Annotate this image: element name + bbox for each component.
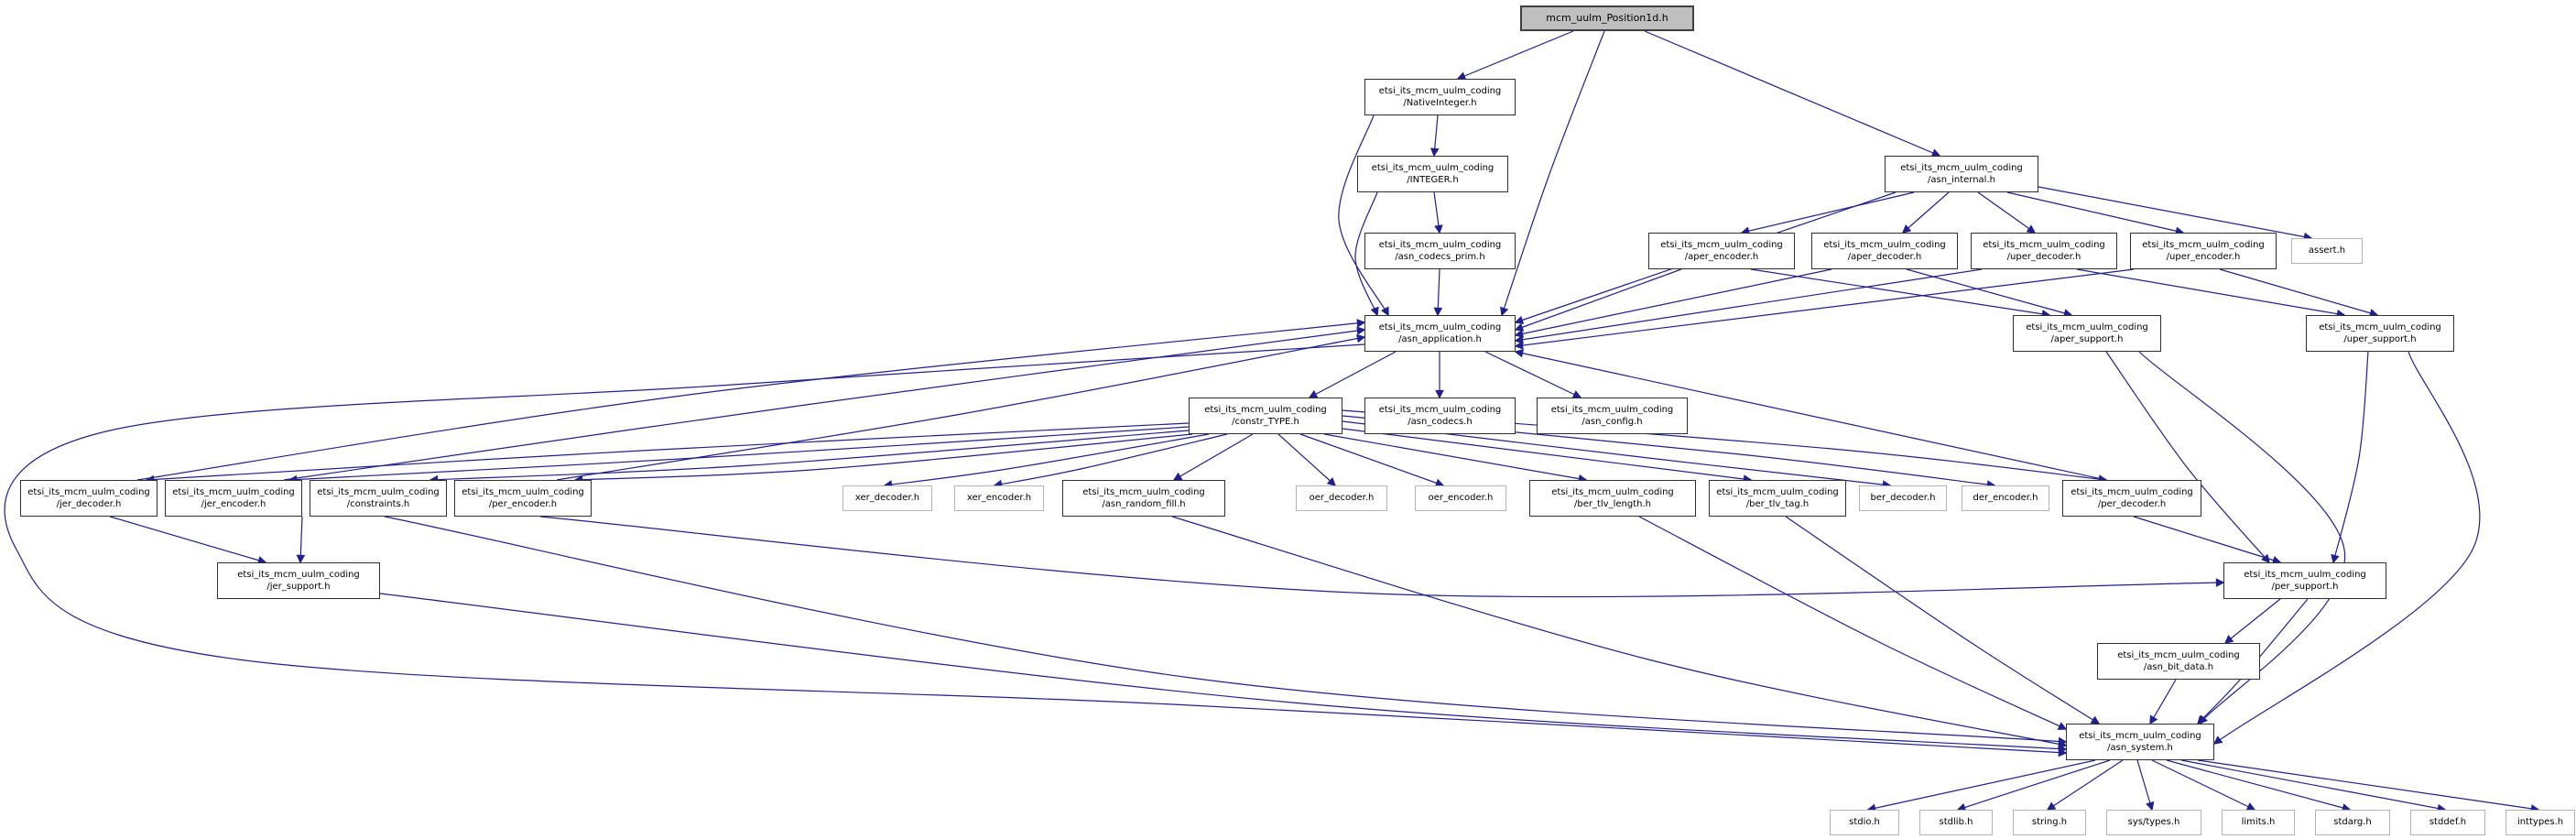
graph-node-ber_decoder xyxy=(1859,485,1947,511)
edge-aper_decoder-to-aper_support xyxy=(1907,269,2071,315)
graph-node-label: etsi_its_mcm_uulm_coding xyxy=(1716,486,1839,497)
graph-node-ber_tlv_length[interactable] xyxy=(1529,480,1696,517)
graph-node-label: /aper_support.h xyxy=(2050,334,2124,344)
graph-node-codecs_prim[interactable] xyxy=(1364,233,1516,269)
graph-node-label: etsi_its_mcm_uulm_coding xyxy=(172,486,295,497)
edge-integer-to-codecs_prim xyxy=(1434,192,1440,233)
graph-node-label: etsi_its_mcm_uulm_coding xyxy=(2026,321,2148,332)
edge-per_support-to-asn_bit_data xyxy=(2225,599,2280,643)
graph-node-label: etsi_its_mcm_uulm_coding xyxy=(1900,162,2023,173)
graph-node-aper_support[interactable] xyxy=(2013,315,2161,352)
graph-node-label: stdarg.h xyxy=(2333,817,2372,828)
graph-node-label: /asn_codecs.h xyxy=(1408,417,1473,427)
edge-constr_type-to-constraints xyxy=(430,430,1189,480)
graph-node-label: etsi_its_mcm_uulm_coding xyxy=(1378,404,1502,415)
edge-jer_decoder-to-asn_application xyxy=(137,322,1364,480)
graph-node-label: /asn_random_fill.h xyxy=(1102,499,1186,509)
graph-node-label: sys/types.h xyxy=(2127,817,2180,828)
graph-node-xer_encoder xyxy=(954,485,1044,511)
graph-node-label: xer_decoder.h xyxy=(854,493,920,504)
graph-node-label: /aper_encoder.h xyxy=(1684,252,1759,262)
edge-constr_type-to-oer_decoder xyxy=(1278,434,1335,485)
edge-asn_system-to-inttypes xyxy=(2198,760,2538,810)
graph-node-xer_decoder xyxy=(842,485,932,511)
graph-node-label: /jer_encoder.h xyxy=(201,499,266,509)
graph-node-sys_types xyxy=(2106,810,2201,835)
graph-node-oer_decoder xyxy=(1296,485,1387,511)
edge-aper_support-to-per_support xyxy=(2106,352,2269,562)
graph-node-string xyxy=(2013,810,2086,835)
edge-uper_decoder-to-asn_application xyxy=(1516,269,1982,341)
graph-node-label: /ber_tlv_length.h xyxy=(1574,499,1651,509)
graph-node-oer_encoder xyxy=(1415,485,1506,511)
graph-node-stdarg xyxy=(2315,810,2390,835)
graph-node-label: assert.h xyxy=(2308,245,2346,256)
graph-node-label: etsi_its_mcm_uulm_coding xyxy=(1371,162,1495,173)
edge-aper_encoder-to-asn_application xyxy=(1516,269,1681,330)
graph-node-label: etsi_its_mcm_uulm_coding xyxy=(2319,321,2441,332)
graph-node-label: etsi_its_mcm_uulm_coding xyxy=(2142,239,2265,250)
graph-node-label: /asn_codecs_prim.h xyxy=(1395,252,1485,262)
graph-node-ber_tlv_tag[interactable] xyxy=(1709,480,1846,517)
graph-node-label: oer_decoder.h xyxy=(1309,493,1375,504)
edge-ber_tlv_length-to-asn_system xyxy=(1639,517,2066,729)
graph-node-label: etsi_its_mcm_uulm_coding xyxy=(1082,486,1205,497)
graph-node-label: /uper_decoder.h xyxy=(2006,252,2081,262)
graph-node-label: /aper_decoder.h xyxy=(1847,252,1922,262)
graph-node-label: /per_decoder.h xyxy=(2097,499,2167,509)
edge-asn_system-to-limits xyxy=(2152,760,2255,810)
graph-node-label: der_encoder.h xyxy=(1973,493,2038,504)
edge-per_encoder-to-per_support xyxy=(540,517,2223,597)
graph-node-label: inttypes.h xyxy=(2516,817,2564,828)
graph-node-aper_decoder[interactable] xyxy=(1811,233,1958,269)
graph-node-label: etsi_its_mcm_uulm_coding xyxy=(2071,486,2193,497)
graph-node-inttypes xyxy=(2505,810,2575,835)
graph-node-label: /ber_tlv_tag.h xyxy=(1745,499,1810,509)
graph-node-label: ber_decoder.h xyxy=(1870,493,1936,504)
edge-asn_system-to-stdarg xyxy=(2167,760,2350,810)
graph-node-label: etsi_its_mcm_uulm_coding xyxy=(1551,486,1674,497)
graph-node-label: etsi_its_mcm_uulm_coding xyxy=(2079,730,2201,741)
graph-node-label: /jer_decoder.h xyxy=(56,499,122,509)
edge-constr_type-to-asn_random_fill xyxy=(1174,434,1253,480)
edge-jer_encoder-to-jer_support xyxy=(300,517,302,562)
graph-node-label: xer_encoder.h xyxy=(966,493,1032,504)
graph-node-label: /asn_internal.h xyxy=(1928,175,1995,185)
edge-constr_type-to-per_encoder xyxy=(575,434,1192,480)
edge-asn_system-to-stddef xyxy=(2181,760,2445,810)
graph-node-label: /uper_encoder.h xyxy=(2166,252,2241,262)
graph-node-per_support[interactable] xyxy=(2223,562,2386,599)
graph-node-assert_h xyxy=(2291,238,2363,264)
graph-node-label: etsi_its_mcm_uulm_coding xyxy=(1660,239,1783,250)
edge-pos1d-to-asn_application xyxy=(1502,31,1604,315)
edge-pos1d-to-asn_internal xyxy=(1645,31,1940,156)
graph-node-label: oer_encoder.h xyxy=(1428,493,1494,504)
edge-uper_decoder-to-uper_support xyxy=(2077,269,2344,315)
graph-node-asn_internal[interactable] xyxy=(1885,156,2038,192)
graph-node-label: /constraints.h xyxy=(346,499,410,509)
graph-node-nativeinteger[interactable] xyxy=(1364,79,1516,115)
edge-per_decoder-to-per_support xyxy=(2134,517,2280,562)
graph-node-label: etsi_its_mcm_uulm_coding xyxy=(27,486,150,497)
graph-node-label: etsi_its_mcm_uulm_coding xyxy=(317,486,440,497)
graph-node-label: etsi_its_mcm_uulm_coding xyxy=(1378,321,1502,332)
graph-node-jer_support[interactable] xyxy=(217,562,380,599)
edge-codecs_prim-to-asn_application xyxy=(1438,269,1440,315)
graph-node-stdlib xyxy=(1919,810,1993,835)
edge-asn_internal-to-uper_decoder xyxy=(1978,192,2035,233)
graph-node-uper_support[interactable] xyxy=(2306,315,2454,352)
edge-asn_internal-to-aper_encoder xyxy=(1742,192,1914,233)
edge-asn_bit_data-to-asn_system xyxy=(2150,680,2176,724)
graph-node-label: etsi_its_mcm_uulm_coding xyxy=(2117,649,2240,660)
graph-node-label: /NativeInteger.h xyxy=(1403,98,1477,108)
edge-asn_internal-to-aper_decoder xyxy=(1903,192,1949,233)
edge-uper_support-to-asn_system xyxy=(2214,352,2480,744)
graph-node-aper_encoder[interactable] xyxy=(1648,233,1795,269)
graph-node-label: /per_encoder.h xyxy=(488,499,558,509)
graph-node-label: etsi_its_mcm_uulm_coding xyxy=(462,486,584,497)
graph-node-label: stdlib.h xyxy=(1939,817,1973,828)
graph-node-jer_encoder[interactable] xyxy=(165,480,302,517)
graph-node-label: /per_support.h xyxy=(2271,582,2339,592)
graph-node-constraints[interactable] xyxy=(310,480,447,517)
graph-node-der_encoder xyxy=(1962,485,2049,511)
graph-node-per_encoder[interactable] xyxy=(454,480,592,517)
edge-asn_system-to-sys_types xyxy=(2137,760,2152,810)
graph-node-constr_type[interactable] xyxy=(1189,398,1342,434)
edge-nativeinteger-to-integer xyxy=(1434,115,1438,156)
edge-constr_type-to-ber_tlv_tag xyxy=(1342,429,1751,480)
edge-uper_support-to-per_support xyxy=(2333,352,2368,562)
graph-node-uper_decoder[interactable] xyxy=(1971,233,2117,269)
edge-asn_application-to-constr_type xyxy=(1310,352,1396,398)
graph-node-label: /jer_support.h xyxy=(266,582,331,592)
graph-node-label: mcm_uulm_Position1d.h xyxy=(1546,11,1668,24)
graph-node-per_decoder[interactable] xyxy=(2062,480,2201,517)
edge-nativeinteger-to-asn_application xyxy=(1339,115,1388,315)
graph-node-label: /asn_config.h xyxy=(1581,417,1643,427)
graph-node-integer[interactable] xyxy=(1357,156,1508,192)
graph-node-label: limits.h xyxy=(2241,817,2276,828)
graph-node-stddef xyxy=(2410,810,2485,835)
edge-asn_application-to-asn_config xyxy=(1485,352,1581,398)
graph-node-label: etsi_its_mcm_uulm_coding xyxy=(1983,239,2105,250)
graph-node-asn_system[interactable] xyxy=(2066,724,2214,760)
edge-constr_type-to-jer_decoder xyxy=(147,423,1189,480)
graph-node-label: /asn_bit_data.h xyxy=(2143,662,2214,672)
edge-ber_tlv_tag-to-asn_system xyxy=(1786,517,2099,724)
graph-node-limits xyxy=(2222,810,2295,835)
graph-node-label: etsi_its_mcm_uulm_coding xyxy=(1550,404,1674,415)
edge-uper_encoder-to-uper_support xyxy=(2220,269,2377,315)
graph-node-uper_encoder[interactable] xyxy=(2130,233,2277,269)
graph-node-label: etsi_its_mcm_uulm_coding xyxy=(1204,404,1327,415)
edge-constr_type-to-jer_encoder xyxy=(289,427,1189,480)
graph-node-label: /INTEGER.h xyxy=(1407,175,1459,185)
edge-aper_encoder-to-aper_support xyxy=(1751,269,2049,315)
graph-node-label: /uper_support.h xyxy=(2343,334,2417,344)
graph-node-asn_random_fill[interactable] xyxy=(1062,480,1225,517)
graph-node-label: /asn_application.h xyxy=(1398,334,1482,344)
edge-constr_type-to-oer_encoder xyxy=(1300,434,1443,485)
graph-node-asn_config[interactable] xyxy=(1537,398,1688,434)
graph-node-asn_codecs[interactable] xyxy=(1364,398,1516,434)
graph-node-label: etsi_its_mcm_uulm_coding xyxy=(1823,239,1946,250)
graph-node-label: stdio.h xyxy=(1849,817,1880,828)
edge-constraints-to-asn_system xyxy=(385,517,2066,742)
graph-node-label: stddef.h xyxy=(2429,817,2467,828)
graph-node-pos1d[interactable] xyxy=(1520,5,1694,31)
graph-node-label: etsi_its_mcm_uulm_coding xyxy=(1378,85,1502,96)
edge-asn_application-to-asn_system xyxy=(5,344,2066,753)
graph-node-asn_bit_data[interactable] xyxy=(2097,643,2260,680)
edge-jer_support-to-asn_system xyxy=(380,594,2066,749)
graph-node-label: /asn_system.h xyxy=(2107,743,2173,753)
graph-node-jer_decoder[interactable] xyxy=(20,480,158,517)
graph-node-label: etsi_its_mcm_uulm_coding xyxy=(2244,569,2366,580)
edge-pos1d-to-nativeinteger xyxy=(1458,31,1573,79)
graph-node-label: etsi_its_mcm_uulm_coding xyxy=(1378,239,1502,250)
graph-node-label: /constr_TYPE.h xyxy=(1232,417,1299,427)
graph-node-stdio xyxy=(1830,810,1899,835)
edge-aper_decoder-to-asn_application xyxy=(1516,269,1831,335)
edge-jer_decoder-to-jer_support xyxy=(110,517,266,562)
edge-asn_internal-to-uper_encoder xyxy=(2007,192,2183,233)
graph-node-label: etsi_its_mcm_uulm_coding xyxy=(237,569,360,580)
graph-node-asn_application[interactable] xyxy=(1364,315,1516,352)
graph-node-label: string.h xyxy=(2031,817,2068,828)
